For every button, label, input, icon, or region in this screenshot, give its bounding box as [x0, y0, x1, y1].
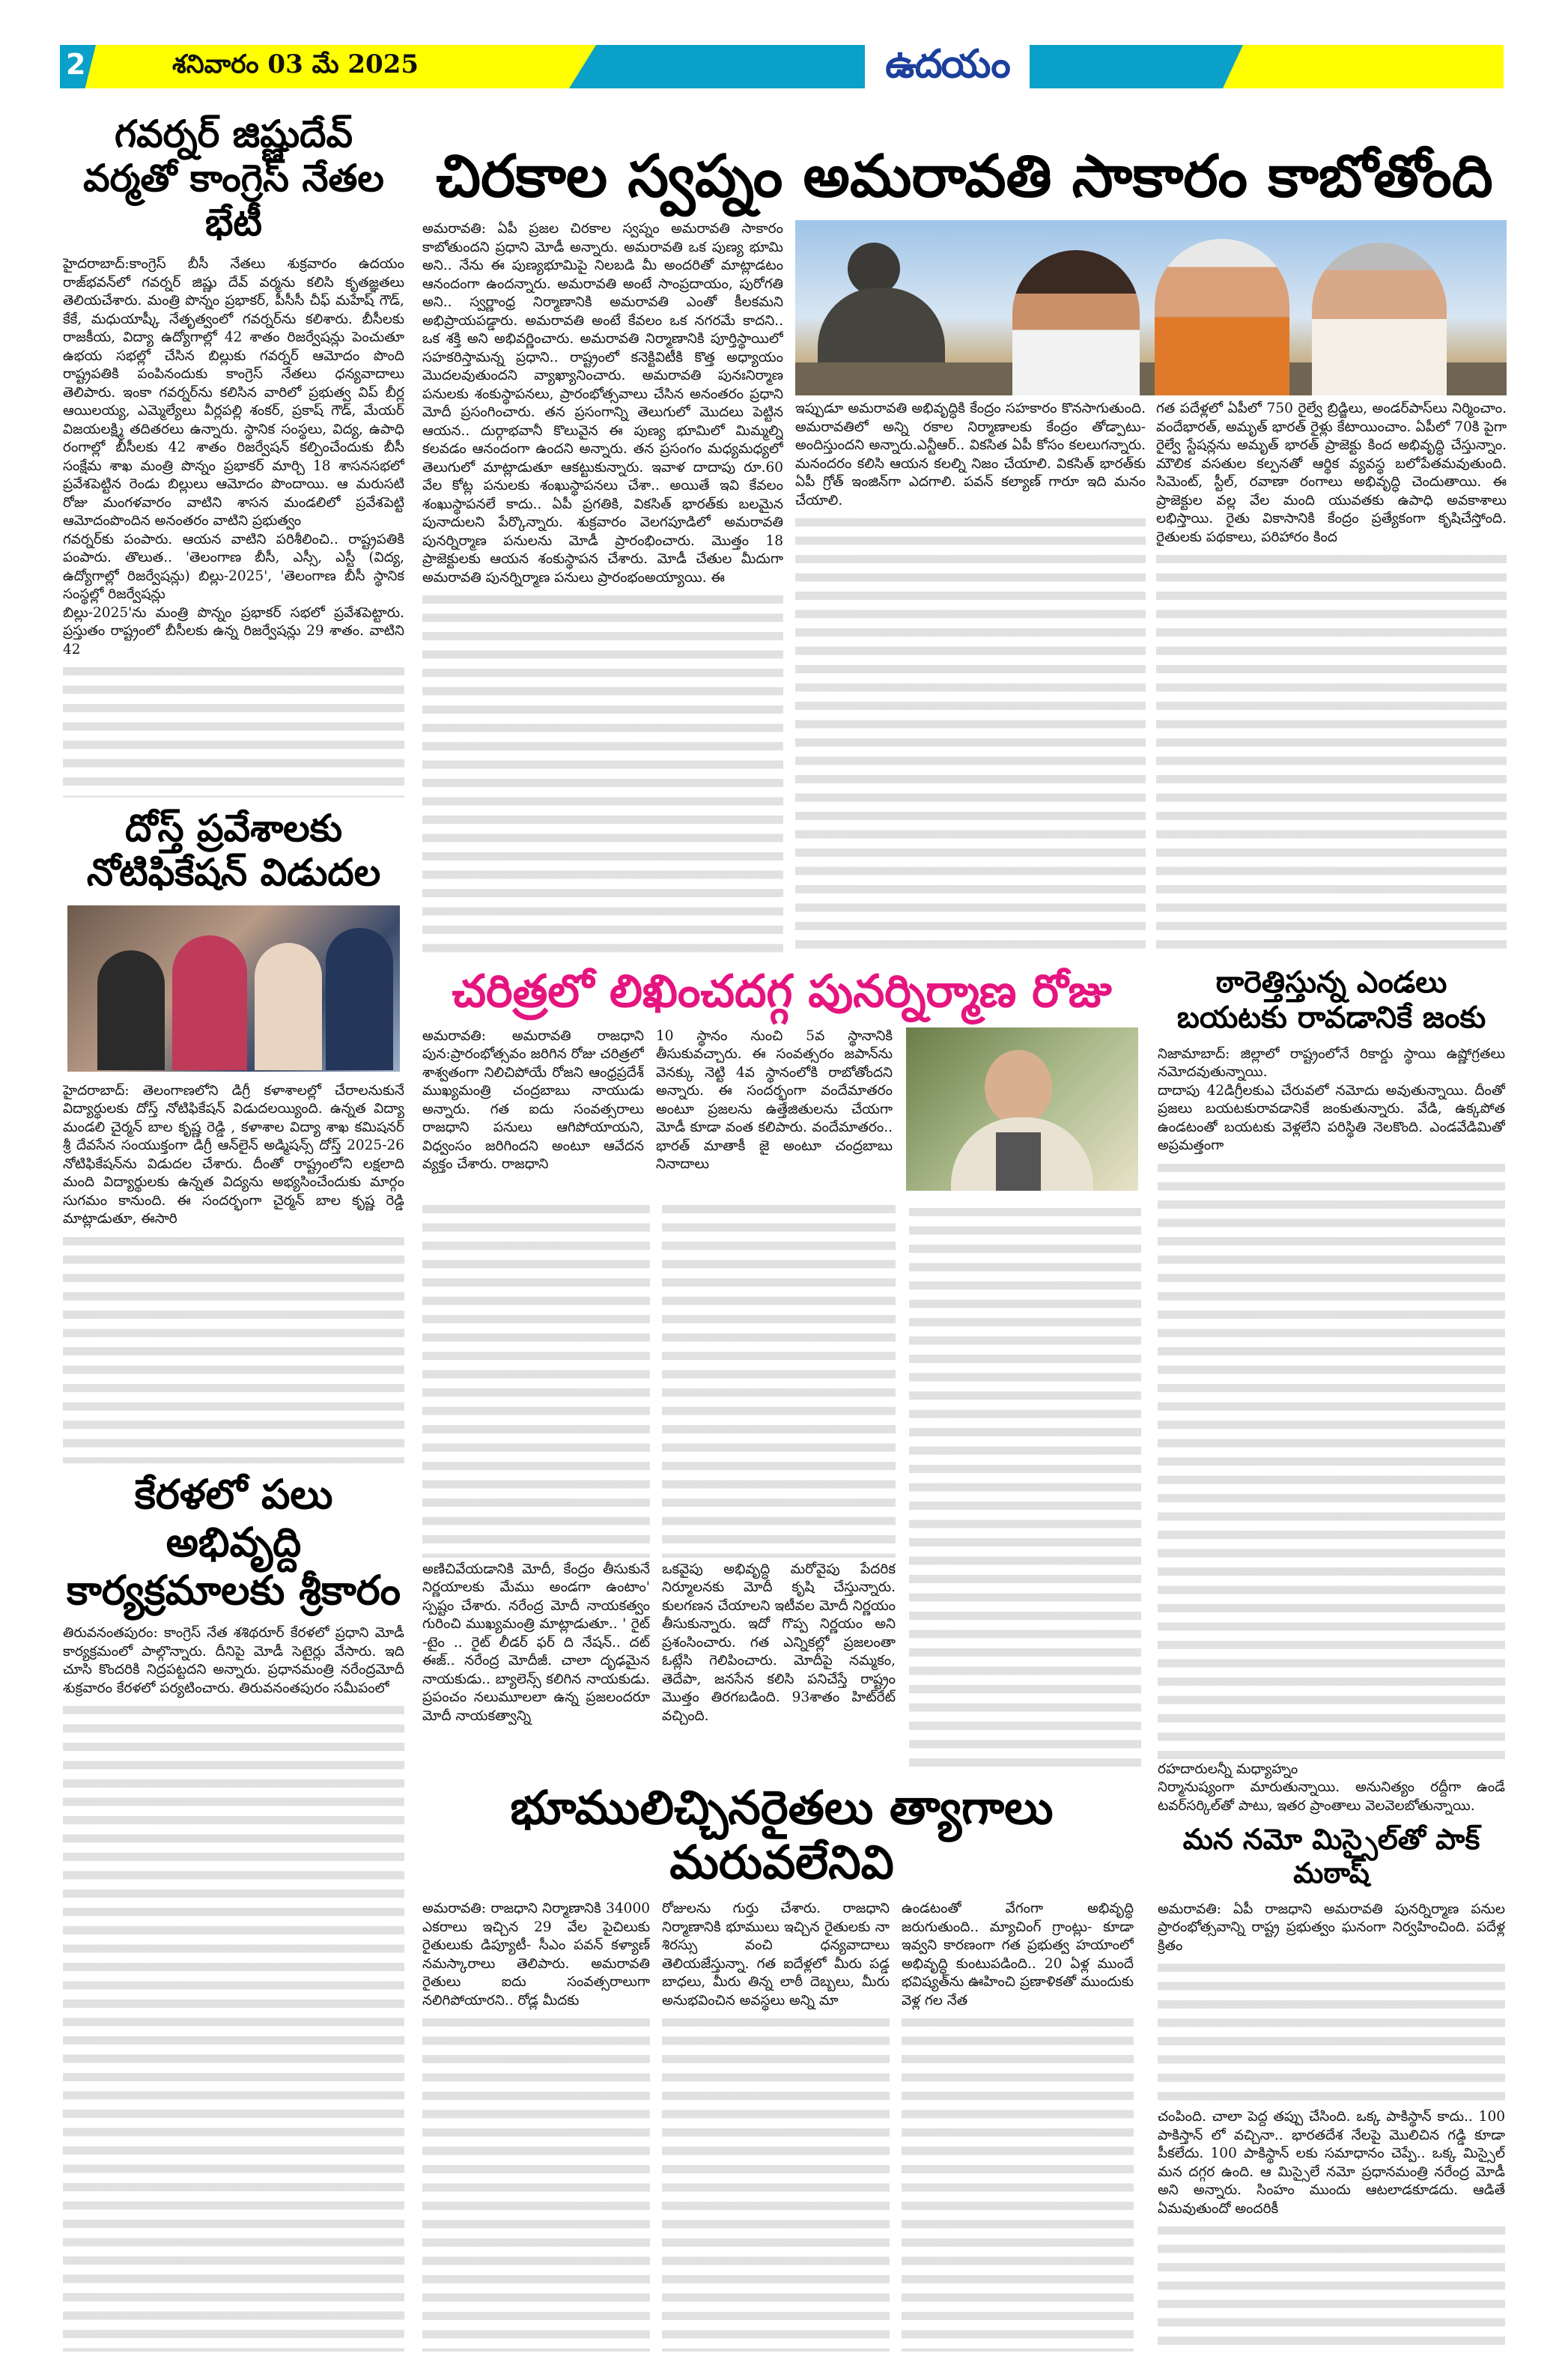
headline-amaravati: చిరకాల స్వప్నం అమరావతి సాకారం కాబోతోంది: [436, 143, 1493, 210]
paragraph: 10 స్థానం నుంచి 5వ స్థానానికి తీసుకువచ్చారు. ఈ సంవత్సరం జపాన్‌ను వెనక్కు నెట్టి 4వ స్థానంలోకి రాబోతోందని అన్నారు. ఈ సందర్భంగా వందేమాతరం అంటూ ప్రజలను ఉత్తేజితులను చేయగా మోడీ కూడా వంత కలిపారు. వందేమాతరం.. భారత్ మాతాకీ జై అంటూ చంద్రబాబు నినాదాలు: [656, 1027, 893, 1173]
paragraph: ఉండటంతో వేగంగా అభివృద్ధి జరుగుతుంది.. మ్యాచింగ్ గ్రాంట్లు- కూడా ఇవ్వని కారణంగా గత ప్రభుత్వ హయాంలో అభివృద్ధి కుంటుపడింది.. 20 ఏళ్ల ముందే భవిష్యత్‌ను ఊహించి ప్రణాళికతో ముందుకు వెళ్ల గల నేత: [902, 1901, 1134, 2009]
paragraph: అమరావతి: రాజధాని నిర్మాణానికి 34000 ఎకరాలు ఇచ్చిన 29 వేల పైచిలుకు రైతులుకు డిప్యూటీ- సీఎం పవన్ కళ్యాణ్ నమస్కారాలు తెలిపారు. అమరావతి రైతులు ఐదు సంవత్సరాలుగా నలిగిపోయారని.. రోడ్ల మీదకు: [422, 1901, 650, 2009]
lower-left: [422, 955, 1141, 2352]
article-farmers-col2: [662, 1900, 890, 2352]
text-continuation: [1158, 2221, 1505, 2352]
article-pak-body: [1158, 1901, 1505, 2352]
paragraph: హైదరాబాద్: తెలంగాణలోని డిగ్రీ కళాశాలల్లో చేరాలనుకునే విద్యార్థులకు దోస్త్ నోటిఫికేషన్ విడుదలయ్యింది. ఉన్నత విద్యా మండలి చైర్మన్ బాల కృష్ణ రెడ్డి , కళాశాల విద్యా శాఖ కమిషనర్ శ్రీ దేవసేన సంయుక్తంగా డిగ్రీ ఆన్‌లైన్ అడ్మిషన్స్ దోస్త్ 2025-26 నోటిఫికేషన్‌ను విడుదల చేశారు. దీంతో రాష్ట్రంలోని లక్షలాది మంది విద్యార్థులకు ఉన్నత విద్యను అభ్యసించేందుకు మార్గం సుగమం కానుంది. ఈ సందర్భంగా చైర్మన్ బాల కృష్ణ రెడ్డి మాట్లాడుతూ, ఈసారి: [63, 1082, 404, 1227]
paragraph: గత పదేళ్లలో ఏపీలో 750 రైల్వే బ్రిడ్జిలు, అండర్‌పాస్‌లు నిర్మించాం. వందేభారత్, అమృత్ భారత్ రైళ్లు కేటాయించాం. ఏపీలో 70కి పైగా రైల్వే స్టేషన్లను అమృత్ భారత్ ప్రాజెక్టు కింద అభివృద్ధి చేస్తున్నాం. మౌలిక వసతుల కల్పనతో ఆర్థిక వ్యవస్థ బలోపేతమవుతుంది. సిమెంట్, స్టీల్, రవాణా రంగాలు అభివృద్ధి చెందుతాయి. ఈ ప్రాజెక్టుల వల్ల వేల మంది యువతకు ఉపాధి అవకాశాలు లభిస్తాయి. రైతు వికాసానికి కేంద్రం ప్రత్యేకంగా కృషిచేస్తోంది. రైతులకు పథకాలు, పరిహారం కింద: [1156, 401, 1507, 545]
text-continuation: [902, 2013, 1134, 2352]
page-number: 2: [66, 48, 86, 81]
paragraph: తిరువనంతపురం: కాంగ్రెస్ నేత శశిథరూర్ కేరళలో ప్రధాని మోడీ కార్యక్రమంలో పాల్గొన్నారు. దీనిపై మోడీ సెటైర్లు వేసారు. ఇది చూసి కొందరికి నిద్రపట్టదని అన్నారు. ప్రధానమంత్రి నరేంద్రమోదీ శుక్రవారం కేరళలో పర్యటించారు. తిరువనంతపురం సమీపంలో: [63, 1625, 404, 1696]
left-column: [63, 112, 404, 2352]
amaravati-leaders-photo: [795, 220, 1507, 395]
headline-heatwave: ఠారెత్తిస్తున్న ఎండలు బయటకు రావడానికే జంకు: [1176, 965, 1486, 1036]
paragraph: దాదాపు 42డిగ్రీలకుఎ చేరువలో నమోదు అవుతున్నాయి. దీంతో ప్రజలు బయటకురావడానికే జంకుతున్నారు. వేడి, ఉక్కపోత ఉండటంతో బయటకు వెళ్లలేని పరిస్థితి నెలకొంది. ఎండవేడిమితో అప్రమత్తంగా: [1158, 1082, 1505, 1153]
headline-kerala: కేరళలో పలు అభివృద్ది కార్యక్రమాలకు శ్రీకారం: [66, 1471, 401, 1614]
paragraph: గవర్నర్‌కు పంపారు. ఆయన వాటిని పరిశీలించి.. రాష్ట్రపతికి పంపారు. తొలుత.. 'తెలంగాణ బీసీ, ఎస్సీ, ఎస్టీ (విద్య, ఉద్యోగాల్లో రిజర్వేషన్లు) బిల్లు-2025', 'తెలంగాణ బీసీ స్థానిక సంస్థల్లో రిజర్వేషన్లు: [63, 531, 404, 602]
paragraph: అమరావతి: ఏపీ ప్రజల చిరకాల స్వప్నం అమరావతి సాకారం కాబోతుందని ప్రధాని మోడీ అన్నారు. అమరావతి ఒక పుణ్య భూమి అని.. నేను ఈ పుణ్యభూమిపై నిలబడి మీ అందరితో మాట్లాడటం ఆనందంగా ఉందన్నారు. అమరావతి అంటే సాంప్రదాయం, పురోగతి అని.. స్వర్ణాంధ్ర నిర్మాణానికి అమరావతి ఎంతో కీలకమని అభిప్రాయపడ్డారు. అమరావతి అంటే కేవలం ఒక నగరమే కాదని.. ఒక శక్తి అని అభివర్ణించారు. అమరావతి నిర్మాణానికి పూర్తిస్థాయిలో సహకరిస్తామన్న ప్రధాని.. రాష్ట్రంలో కనెక్టివిటీకి కొత్త అధ్యాయం మొదలవుతుందని వ్యాఖ్యానించారు. అమరావతి పునఃనిర్మాణ పనులకు శంకుస్థాపనలు, ప్రారంభోత్సవాలు చేసిన అనంతరం ప్రధాని మోదీ ప్రసంగించారు. తన ప్రసంగాన్ని తెలుగులో మొదలు పెట్టిన ఆయన.. దుర్గాభవానీ కొలువైన ఈ పుణ్య భూమిలో మిమ్మల్ని కలవడం ఆనందంగా ఉందని అన్నారు. తన ప్రసంగం మధ్యమధ్యలో తెలుగులో మాట్లాడుతూ ఆకట్టుకున్నారు. ఇవాళ దాదాపు రూ.60 వేల కోట్ల పనులకు శంఖుస్థాపనలు చేశా.. అయితే ఇవి కేవలం శంఖుస్థాపనలే కాదు.. ఏపీ ప్రగతికి, వికసిత్ భారత్‌కు బలమైన పునాదులని పేర్కొన్నారు. శుక్రవారం వెలగపూడిలో అమరావతి పునర్నిర్మాణ పనులను మోడీ ప్రారంభించారు. మొత్తం 18 ప్రాజెక్టులకు ఆయన శంకుస్థాపన చేశారు. మోడీ చేతుల మీదుగా అమరావతి పునర్నిర్మాణ పనులు ప్రారంభంఅయ్యాయి. ఈ: [422, 221, 783, 586]
amaravati-section: [422, 220, 1507, 955]
headline-reconstruction: చరిత్రలో లిఖించదగ్గ పునర్నిర్మాణ రోజు: [452, 965, 1112, 1018]
paragraph: బిల్లు-2025'ను మంత్రి పొన్నం ప్రభాకర్ సభలో ప్రవేశపెట్టారు. ప్రస్తుతం రాష్ట్రంలో బీసీలకు ఉన్న రిజర్వేషన్లు 29 శాతం. వాటిని 42: [63, 604, 404, 658]
newspaper-logo: [865, 33, 1030, 111]
article-amaravati-col3: [1156, 400, 1507, 955]
headline-pak: మన నమో మిస్సైల్‌తో పాక్ మఠాష్: [1182, 1823, 1480, 1890]
text-continuation: [662, 2013, 890, 2352]
text-continuation: [662, 1200, 896, 1558]
paragraph: హైదరాబాద్:కాంగ్రెస్ బీసీ నేతలు శుక్రవారం ఉదయం రాజ్‌భవన్‌లో గవర్నర్ జిష్ణు దేవ్ వర్మను కలిసి కృతజ్ఞతలు తెలియచేశారు. మంత్రి పొన్నం ప్రభాకర్, పీసీసీ చీఫ్ మహేష్ గౌడ్, కేకే, మధుయాష్కీ నేతృత్వంలో గవర్నర్‌ను కలిశారు. బీసీలకు రాజకీయ, విద్యా ఉద్యోగాల్లో 42 శాతం రిజర్వేషన్లు పెంచుతూ ఉభయ సభల్లో చేసిన బిల్లుకు గవర్నర్ ఆమోదం పొంది రాష్ట్రపతికి పంపినందుకు కాంగ్రెస్ నేతలు ధన్యవాదాలు తెలిపారు. ఇంకా గవర్నర్‌ను కలిసిన వారిలో ప్రభుత్వ విప్ బీర్ల ఆయిలయ్య, ఎమ్మెల్యేలు వీర్లపల్లి శంకర్, ప్రకాష్ గౌడ్, మేయర్ విజయలక్ష్మి తదితరలు ఉన్నారు. స్థానిక సంస్థలు, విద్య, ఉపాధి రంగాల్లో బీసీలకు 42 శాతం రిజర్వేషన్ కల్పించేందుకు బీసీ సంక్షేమ శాఖ మంత్రి పొన్నం ప్రభాకర్ మార్చి 18 శాసనసభలో ప్రవేశపెట్టిన రెండు బిల్లులు ఆమోదం పొందాయి. ఆ మరుసటి రోజు మంగళవారం వాటిని శాసన మండలిలో ప్రవేశపెట్టి ఆమోదంపొందిన అనంతరం వాటిని ప్రభుత్వం: [63, 256, 404, 529]
text-continuation: [422, 2013, 650, 2352]
article-amaravati-col1: [422, 220, 783, 955]
article-farmers-col1: [422, 1900, 650, 2352]
article-heatwave-body: [1158, 1045, 1505, 1816]
article-kerala-body: [63, 1624, 404, 2352]
lower-section: [422, 955, 1507, 2352]
paragraph: ఒకవైపు అభివృద్ధి మరోవైపు పేదరిక నిర్మూలనకు మోదీ కృషి చేస్తున్నారు. కులగణన చేయాలని ఇటీవల మోదీ నిర్ణయం తీసుకున్నారు. ఇదో గొప్ప నిర్ణయం అని ప్రశంసించారు. గత ఎన్నికల్లో ప్రజలంతా ఓట్లేసి గెలిపించారు. మోదీపై నమ్మకం, తెదేపా, జనసేన కలిసి పనిచేస్తే రాష్ట్రం మొత్తం తిరగబడింది. 93శాతం హిట్‌రేట్ వచ్చింది.: [662, 1561, 896, 1724]
headline-farmers: భూములిచ్చినరైతలు త్యాగాలు మరువలేనివి: [510, 1780, 1054, 1890]
text-continuation: [1158, 1159, 1505, 1761]
article-governor-body: [63, 255, 404, 798]
text-continuation: [422, 1200, 650, 1558]
paragraph: అమరావతి: అమరావతి రాజధాని పున:ప్రారంభోత్సవం జరిగిన రోజు చరిత్రలో శాశ్వతంగా నిలిచిపోయే రోజని ఆంధ్రప్రదేశ్ ముఖ్యమంత్రి చంద్రబాబు నాయుడు అన్నారు. గత ఐదు సంవత్సరాలు రాజధాని పనులు ఆగిపోయాయని, విధ్వంసం జరిగిందని అంటూ ఆవేదన వ్యక్తం చేశారు. రాజధాని: [422, 1027, 644, 1173]
text-continuation: [63, 662, 404, 798]
headline-governor: గవర్నర్ జిష్ణుదేవ్ వర్మతో కాంగ్రెస్ నేతల భేటీ: [83, 112, 384, 244]
issue-date: శనివారం 03 మే 2025: [172, 49, 419, 79]
text-continuation: [909, 1203, 1141, 1771]
article-reconstruction-col2: [656, 1027, 893, 1194]
amaravati-right: [795, 220, 1507, 955]
paragraph: నిజామాబాద్: జిల్లాలో రాష్ట్రంలోనే రికార్డు స్థాయి ఉష్ణోగ్రతలు నమోదవుతున్నాయి.: [1158, 1045, 1505, 1080]
logo-text: ఉదయం: [885, 42, 1009, 87]
article-reconstruction-lower1: [422, 1200, 650, 1771]
article-dost-body: [63, 1082, 404, 1464]
students-photo: [67, 905, 400, 1072]
article-reconstruction-lower2: [662, 1200, 896, 1771]
text-continuation: [63, 1701, 404, 2352]
text-continuation: [1156, 550, 1507, 955]
main-area: [422, 135, 1507, 2352]
text-continuation: [422, 590, 783, 955]
paragraph: చంపింది. చాలా పెద్ద తప్పు చేసింది. ఒక్క పాకిస్థాన్ కాదు.. 100 పాకిస్తాన్ లో వచ్చినా.. భారతదేశ నేలపై మొలిచిన గడ్డి కూడా పీకలేదు. 100 పాకిస్థాన్ లకు సమాధానం చెప్పే.. ఒక్క మిస్సైల్ మన దగ్గర ఉంది. ఆ మిస్సైలే నమో ప్రధానమంత్రి నరేంద్ర మోడీ అని అన్నారు. సింహం ముందు ఆటలాడకూడదు. ఆడితే ఏమవుతుందో అందరికీ: [1158, 2109, 1505, 2217]
paragraph: రోజులను గుర్తు చేశారు. రాజధాని నిర్మాణానికి భూములు ఇచ్చిన రైతులకు నా శిరస్సు వంచి ధన్యవాదాలు తెలియజేస్తున్నా. గత ఐదేళ్లలో మీరు పడ్డ బాధలు, మీరు తిన్న లాఠీ దెబ్బలు, మీరు అనుభవించిన అవస్థలు అన్ని మా: [662, 1901, 890, 2009]
text-continuation: [795, 513, 1146, 955]
paragraph: నిర్మానుష్యంగా మారుతున్నాయి. అనునిత్యం రద్దీగా ఉండే టవర్‌సర్కిల్‌తో పాటు, ఇతర ప్రాంతాలు వెలవెలబోతున్నాయి.: [1158, 1779, 1505, 1814]
paragraph: రహదారులన్నీ మధ్యాహ్నం: [1158, 1761, 1298, 1777]
paragraph: ఇప్పుడూ అమరావతి అభివృద్ధికి కేంద్రం సహకారం కొనసాగుతుంది. అమరావతిలో అన్ని రకాల నిర్మాణాలకు కేంద్రం తోడ్పాటు- అందిస్తుందని అన్నారు.ఎన్టీఆర్.. వికసిత ఏపీ కోసం కలలుగన్నారు. మనందరం కలిసి ఆయన కలల్ని నిజం చేయాలి. వికసిత్ భారత్‌కు ఏపీ గ్రోత్ ఇంజిన్‌గా ఎదగాలి. పవన్ కల్యాణ్ గారూ ఇది మనం చేయాలి.: [795, 401, 1146, 508]
paragraph: అమరావతి: ఏపీ రాజధాని అమరావతి పునర్నిర్మాణ పనుల ప్రారంభోత్సవాన్ని రాష్ట్ర ప్రభుత్వం ఘనంగా నిర్వహించింది. పదేళ్ల క్రితం: [1158, 1901, 1505, 1954]
article-reconstruction-col1: [422, 1027, 644, 1194]
article-farmers-col3: [902, 1900, 1134, 2352]
headline-dost: దోస్త్ ప్రవేశాలకు నోటిఫికేషన్ విడుదల: [86, 806, 381, 894]
text-continuation: [63, 1232, 404, 1464]
paragraph: అణిచివేయడానికి మోదీ, కేంద్రం తీసుకునే నిర్ణయాలకు మేము అండగా ఉంటాం' స్పష్టం చేశారు. నరేంద్ర మోదీ నాయకత్వం గురించి ముఖ్యమంత్రి మాట్లాడుతూ.. ' రైట్ -టైం .. రైట్ లీడర్ ఫర్ ది నేషన్.. దట్ ఈజ్.. నరేంద్ర మోదీజీ. చాలా దృఢమైన నాయకుడు.. బ్యాలెన్స్ కలిగిన నాయకుడు. ప్రపంచం నలుమూలలా ఉన్న ప్రజలందరూ మోదీ నాయకత్వాన్ని: [422, 1561, 650, 1724]
article-reconstruction-lower3: [909, 1200, 1141, 1771]
chief-minister-photo: [906, 1027, 1138, 1191]
article-amaravati-col2: [795, 400, 1146, 955]
lower-right: [1158, 955, 1505, 2352]
text-continuation: [1158, 1958, 1505, 2105]
